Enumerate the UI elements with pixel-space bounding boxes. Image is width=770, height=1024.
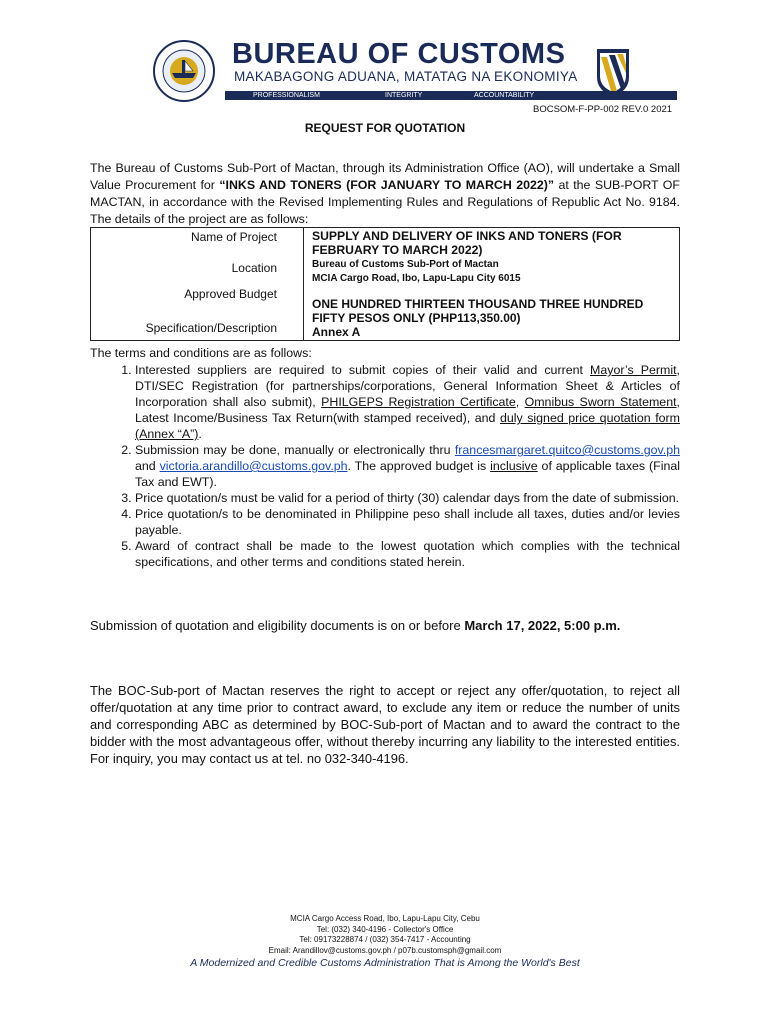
name-of-project-value: SUPPLY AND DELIVERY OF INKS AND TONERS (FOR FEBRUARY TO MARCH 2022) <box>312 229 622 257</box>
approved-budget-label: Approved Budget <box>184 287 277 301</box>
footer-line: MCIA Cargo Access Road, Ibo, Lapu-Lapu City, Cebu <box>290 914 480 923</box>
boc-seal-logo <box>153 40 215 102</box>
footer-line: Tel: 09173228874 / (032) 354-7417 - Accounting <box>299 935 471 944</box>
list-item: 1. Interested suppliers are required to submit copies of their valid and current Mayor’s Permit, DTI/SEC Registration (for partnerships/corporations, General Information Sheet & Articles of Incorporation shall also submit), PHILGEPS Registration Certificate, Omnibus Sworn Statement, Latest Income/Business Tax Return(with stamped received), and duly signed price quotation form (Annex “A”). <box>135 362 680 442</box>
value-accountability: ACCOUNTABILITY <box>474 92 535 99</box>
name-of-project-label: Name of Project <box>190 230 277 244</box>
email-link-arandillo[interactable]: victoria.arandillo@customs.gov.ph <box>159 459 348 473</box>
list-item: 4. Price quotation/s to be denominated in Philippine peso shall include all taxes, duties and/or levies payable. <box>135 506 680 538</box>
specification-label: Specification/Description <box>145 321 277 335</box>
intro-paragraph: The Bureau of Customs Sub-Port of Mactan, through its Administration Office (AO), will undertake a Small Value Procurement for “INKS AND TONERS (FOR JANUARY TO MARCH 2022)” at the SUB-PORT OF MACTAN, in accordance with the Revised Implementing Rules and Regulations of Republic Act No. 9184. The details of the project are as follows: <box>90 161 680 226</box>
project-values-cell <box>304 228 680 341</box>
email-link-quitco[interactable]: francesmargaret.quitco@customs.gov.ph <box>454 443 680 457</box>
specification-value: Annex A <box>312 325 361 339</box>
badge-label: BOC <box>605 41 621 48</box>
reservation-paragraph: The BOC-Sub-port of Mactan reserves the right to accept or reject any offer/quotation, to reject all offer/quotation at any time prior to contract award, to exclude any item or reduce the number of units and corresponding ABC as determined by BOC-Sub-port of Mactan and to award the contract to the bidder with the most advantageous offer, without thereby incurring any liability to the interested entities. For inquiry, you may contact us at tel. no 032-340-4196. <box>90 683 680 766</box>
value-professionalism: PROFESSIONALISM <box>253 92 320 99</box>
terms-intro: The terms and conditions are as follows: <box>90 346 312 360</box>
value-integrity: INTEGRITY <box>385 92 423 99</box>
project-details-table <box>90 227 680 341</box>
list-item: 5. Award of contract shall be made to the lowest quotation which complies with the technical specifications, and other terms and conditions stated herein. <box>135 538 680 570</box>
location-value-line1: Bureau of Customs Sub-Port of Mactan <box>312 259 499 270</box>
location-value-line2: MCIA Cargo Road, Ibo, Lapu-Lapu City 6015 <box>312 273 521 284</box>
location-label: Location <box>231 261 277 275</box>
boc-shield-logo <box>595 41 631 97</box>
terms-list <box>90 362 680 570</box>
footer-motto: A Modernized and Credible Customs Administration That is Among the World's Best <box>190 957 580 969</box>
project-labels-cell <box>91 228 304 341</box>
deadline-paragraph: Submission of quotation and eligibility documents is on or before March 17, 2022, 5:00 p.m. <box>90 618 621 633</box>
agency-title: BUREAU OF CUSTOMS <box>232 38 566 70</box>
page-title: REQUEST FOR QUOTATION <box>304 121 466 135</box>
footer-line: Email: Arandillov@customs.gov.ph / p07b.customsph@gmail.com <box>268 945 502 955</box>
approved-budget-value: ONE HUNDRED THIRTEEN THOUSAND THREE HUNDRED FIFTY PESOS ONLY (PHP113,350.00) <box>312 297 644 325</box>
footer-address <box>0 914 770 956</box>
footer-line: Tel: (032) 340-4196 - Collector's Office <box>316 924 454 934</box>
core-values-banner <box>225 91 677 100</box>
list-item: 3. Price quotation/s must be valid for a period of thirty (30) calendar days from the date of submission. <box>135 490 680 506</box>
agency-tagline: MAKABAGONG ADUANA, MATATAG NA EKONOMIYA <box>234 69 578 84</box>
list-item: 2. Submission may be done, manually or electronically thru francesmargaret.quitco@customs.gov.ph and victoria.arandillo@customs.gov.ph. The approved budget is inclusive of applicable taxes (Final Tax and EWT). <box>135 442 680 490</box>
document-reference: BOCSOM-F-PP-002 REV.0 2021 <box>533 104 673 115</box>
